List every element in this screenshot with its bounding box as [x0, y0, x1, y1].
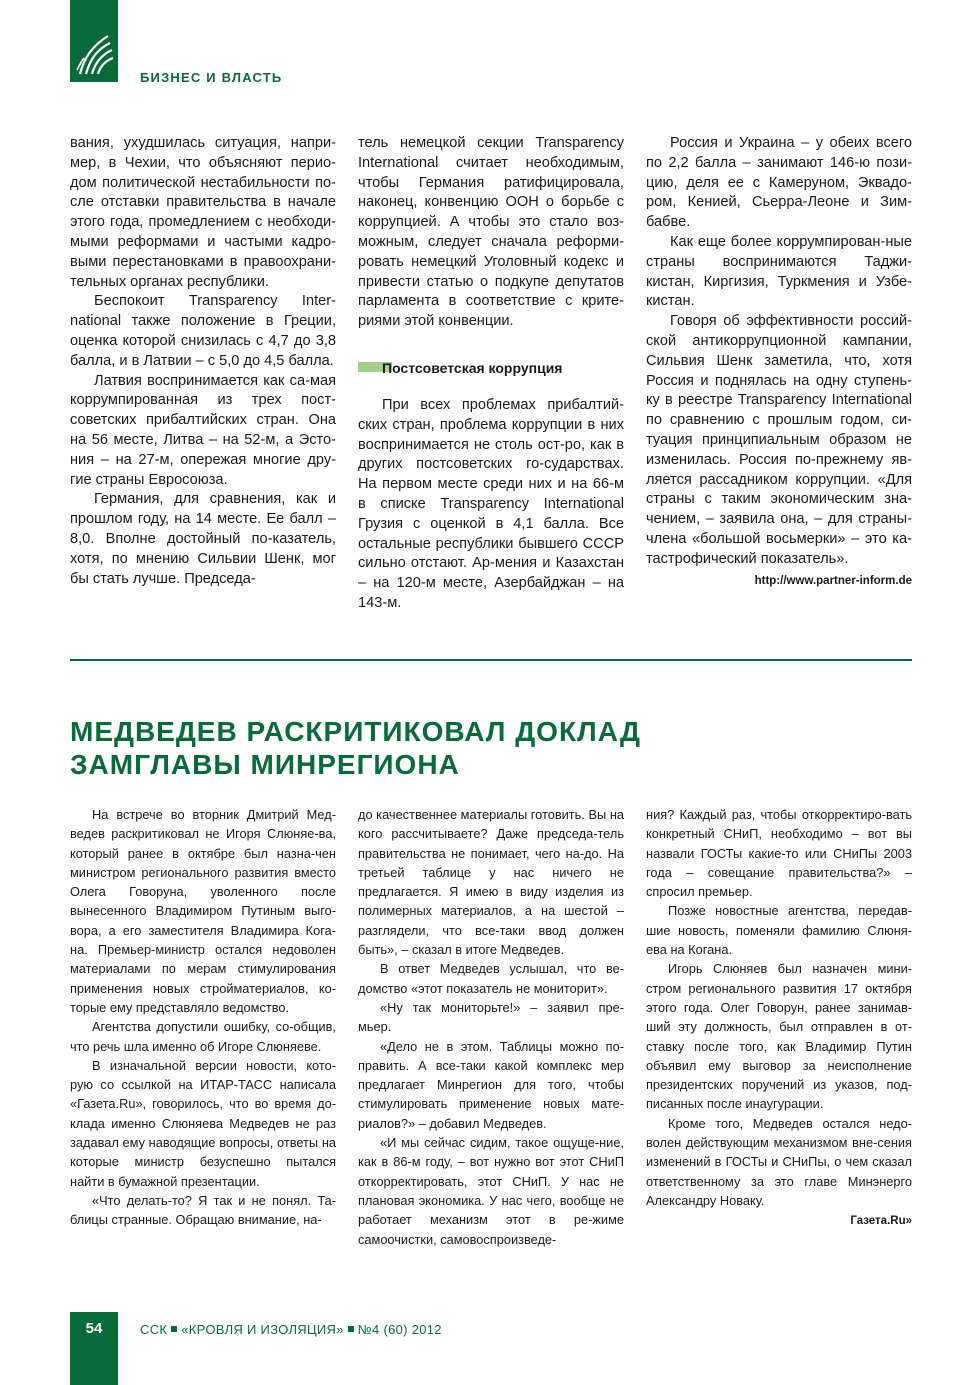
paragraph: Агентства допустили ошибку, со-общив, что речь шла именно об Игоре Слюняеве.: [70, 1019, 336, 1054]
subheading: [358, 359, 624, 381]
paragraph: «Ну так мониторьте!» – заявил пре-мьер.: [358, 999, 624, 1035]
footer-journal-title: «КРОВЛЯ И ИЗОЛЯЦИЯ»: [181, 1322, 344, 1337]
paragraph: Кроме того, Медведев остался недо-волен действующим механизмом вне-сения изменений в ГОСТы и СНиПы, о чем сказал ответственному за это главе Минэнерго Александру Новаку.: [646, 1115, 912, 1208]
footer-journal-info: [140, 1322, 442, 1337]
paragraph: Игорь Слюняев был назначен мини-стром регионального развития 17 октября этого года. Олег Говорун, ранее занимав-ший эту должность, был отправлен в от-ставку после того, как Владимир Путин объявил ему выговор за неисполнение президентских поручений из указов, под-писанных после инаугурации.: [646, 961, 912, 1112]
paragraph: Россия и Украина – у обеих всего по 2,2 балла – занимают 146-ю пози-цию, деля ее с Камеруном, Эквадо-ром, Кенией, Сьерра-Леоне и Зим-бабве.: [646, 135, 912, 231]
subheading-text: Постсоветская коррупция: [382, 359, 563, 376]
paragraph: При всех проблемах прибалтий-ских стран, проблема коррупции в них воспринимается не столь ост-ро, как в других постсоветских го-сударствах. На первом месте среди них и на 66-м в списке Transparency International Грузия с оценкой в 4,1 балла. Все остальные республики бывшего СССР сильно отстают. Ар-мения и Казахстан – на 120-м месте, Азербайджан – на 143-м.: [358, 396, 624, 611]
paragraph: до качественнее материалы готовить. Вы на кого рассчитываете? Даже председа-тель правительства не понимает, чего на-до. На третьей таблице у нас ничего не предлагается. Я имею в виду изделия из полимерных материалов, а на шестой – разглядели, что все-таки ввод должен быть», – сказал в итоге Медведев.: [358, 807, 624, 958]
article1-column-2: [358, 134, 624, 614]
paragraph: В изначальной версии новости, кото-рую со ссылкой на ИТАР-ТАСС написала «Газета.Ru», говорилось, что во время до-клада именно Слюняева Медведев не раз задавал ему наводящие вопросы, ответы на которые министр безуспешно пытался найти в бумажной презентации.: [70, 1057, 336, 1189]
section-title: БИЗНЕС И ВЛАСТЬ: [140, 70, 283, 85]
paragraph: ния? Каждый раз, чтобы откорректиро-вать конкретный СНиП, необходимо – вот вы назвали ГОСТы какие-то или СНиПы 2003 года – совещание правительства?» – спросил премьер.: [646, 807, 912, 900]
paragraph: Латвия воспринимается как са-мая коррумпированная из трех пост-советских прибалтийских стран. Она на 56 месте, Литва – на 52-м, а Эсто-ния – на 27-м, опережая многие дру-гие страны Евросоюза.: [70, 372, 336, 488]
paragraph: «И мы сейчас сидим, такое ощуще-ние, как в 86-м году, – вот нужно вот этот СНиП откорректировать, этот СНиП. У нас не плановая экономика. У нас чего, вообще не работает механизм этот в ре-жиме самоочистки, самовоспроизведе-: [358, 1135, 624, 1247]
paragraph: Беспокоит Transparency Inter-national также положение в Греции, оценка которой снизилась с 4,7 до 3,8 балла, и в Латвии – с 5,0 до 4,5 балла.: [70, 293, 336, 369]
source-credit: Газета.Ru»: [850, 1215, 912, 1228]
article1-column-1: [70, 134, 336, 589]
square-separator-icon: [171, 1326, 177, 1332]
headline-line: МЕДВЕДЕВ РАСКРИТИКОВАЛ ДОКЛАД: [70, 716, 641, 747]
headline-line: ЗАМГЛАВЫ МИНРЕГИОНА: [70, 749, 460, 780]
article-headline: [70, 715, 912, 781]
paragraph: тель немецкой секции Transparency International считает необходимым, чтобы Германия ратифицировала, наконец, конвенцию ООН о борьбе с коррупцией. А чтобы это стало воз-можным, следует сначала реформи-ровать немецкий Уголовный кодекс и привести статью о подкупе депутатов парламента в соответствие с крите-риями этой конвенции.: [358, 135, 624, 330]
article2-column-1: [70, 805, 336, 1230]
paragraph: Позже новостные агентства, передав-шие новость, поменяли фамилию Слюня-ева на Когана.: [646, 903, 912, 958]
paragraph: На встрече во вторник Дмитрий Мед-ведев раскритиковал не Игоря Слюняе-ва, который ранее в октябре был назна-чен министром регионального развития вместо Олега Говоруна, уволенного после вынесенного Владимиром Путиным выго-вора, а его заместителя Владимира Кога-на. Премьер-министр остался недоволен материалами по мерам стимулирования применения новых стройматериалов, ко-торые ему представляло ведомство.: [70, 807, 336, 1015]
article1-column-3: [646, 134, 912, 591]
footer-issue: №4 (60) 2012: [357, 1322, 442, 1337]
wheat-logo-icon: [74, 30, 114, 76]
square-separator-icon: [348, 1326, 354, 1332]
paragraph: вания, ухудшилась ситуация, напри-мер, в Чехии, что объясняют перио-дом политической нестабильности по-сле отставки правительства в начале этого года, промедлением с необходи-мыми реформами и частыми кадро-выми перестановками в правоохрани-тельных органах республики.: [70, 135, 336, 290]
article2-column-2: [358, 805, 624, 1249]
source-link[interactable]: http://www.partner-inform.de: [754, 574, 912, 587]
section-divider: [70, 659, 912, 661]
paragraph: В ответ Медведев услышал, что ве-домство «этот показатель не мониторит».: [358, 961, 624, 996]
paragraph: Германия, для сравнения, как и прошлом году, на 14 месте. Ее балл – 8,0. Вполне достойный по-казатель, хотя, по мнению Сильвии Шенк, мог бы стать лучше. Председа-: [70, 491, 336, 587]
paragraph: Как еще более коррумпирован-ные страны воспринимаются Таджи-кистан, Киргизия, Туркмения и Узбе-кистан.: [646, 233, 912, 310]
footer-publisher: ССК: [140, 1322, 168, 1337]
paragraph: Говоря об эффективности россий-ской антикоррупционной кампании, Сильвия Шенк заметила, что, хотя Россия и поднялась на одну ступень-ку в реестре Transparency International по сравнению с прошлым годом, си-туация принципиальным образом не изменилась. Россия по-прежнему яв-ляется рассадником коррупции. «Для страны с таким экономическим зна-чением, – заявила она, – для страны-члена «большой восьмерки» – это ка-тастрофический показатель».: [646, 313, 912, 567]
page-number: 54: [85, 1320, 103, 1337]
paragraph: «Дело не в этом. Таблицы можно по-править. А все-таки какой комплекс мер предлагает Минрегион для того, чтобы стимулировать применение новых мате-риалов?» – добавил Медведев.: [358, 1038, 624, 1131]
article2-column-3: [646, 805, 912, 1232]
paragraph: «Что делать-то? Я так и не понял. Та-блицы странные. Обращаю внимание, на-: [70, 1192, 336, 1228]
